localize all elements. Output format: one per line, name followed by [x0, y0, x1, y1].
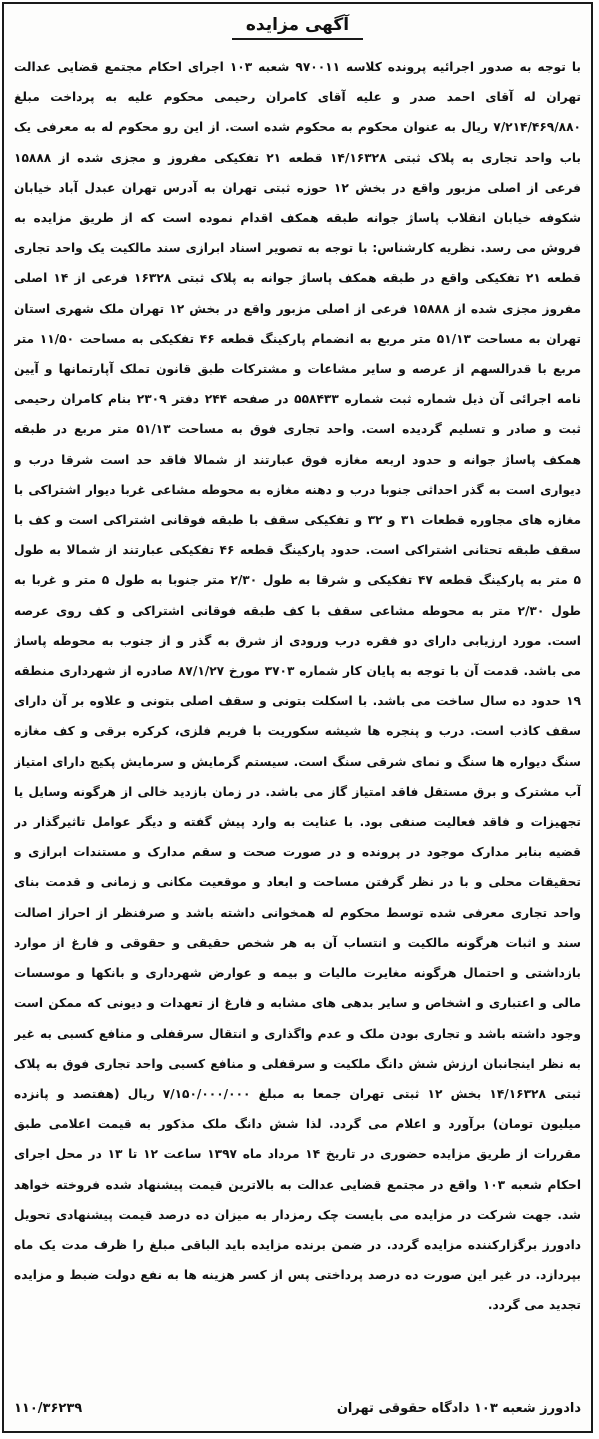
- notice-body: با توجه به صدور اجرائیه پرونده کلاسه ۹۷۰۰۱۱ شعبه ۱۰۳ اجرای احکام مجتمع قضایی عدالت تهران له آقای احمد صدر و علیه آقای کامران رحیمی محکوم علیه به پرداخت مبلغ ۷/۲۱۴/۴۶۹/۸۸۰ ریال به عنوان محکوم به محکوم شده است. از این رو محکوم له به معرفی یک باب واحد تجاری به پلاک ثبتی ۱۴/۱۶۳۲۸ قطعه ۲۱ تفکیکی مفروز و مجزی شده از ۱۵۸۸۸ فرعی از اصلی مزبور واقع در بخش ۱۲ حوزه ثبتی تهران به آدرس تهران عبدل آباد خیابان شکوفه خیابان انقلاب پاساژ جوانه طبقه همکف اقدام نموده است که از طریق مزایده به فروش می رسد. نظریه کارشناس: با توجه به تصویر اسناد ابرازی سند مالکیت یک واحد تجاری قطعه ۲۱ تفکیکی واقع در طبقه همکف پاساژ جوانه به پلاک ثبتی ۱۶۳۲۸ فرعی از ۱۴ اصلی مفروز مجزی شده از ۱۵۸۸۸ فرعی از اصلی مزبور واقع در بخش ۱۲ تهران ملک شهری استان تهران به مساحت ۵۱/۱۳ متر مربع به انضمام پارکینگ قطعه ۴۶ تفکیکی به مساحت ۱۱/۵۰ متر مربع با قدرالسهم از عرصه و سایر مشاعات و مشترکات طبق قانون تملک آپارتمانها و آیین نامه اجرائی آن ذیل شماره ثبت شماره ۵۵۸۴۳۳ در صفحه ۲۴۴ دفتر ۲۳۰۹ بنام کامران رحیمی ثبت و صادر و تسلیم گردیده است. واحد تجاری فوق به مساحت ۵۱/۱۳ متر مربع در طبقه همکف پاساژ جوانه و حدود اربعه مغازه فوق عبارتند از شمالا فاقد حد است شرقا درب و دیواری است به گذر احداثی جنوبا درب و دهنه مغازه به محوطه مشاعی غربا دیوار اشتراکی با مغازه های مجاوره قطعات ۳۱ و ۳۲ و تفکیکی سقف با طبقه فوقانی اشتراکی است و کف با سقف طبقه تحتانی اشتراکی است. حدود پارکینگ قطعه ۴۶ تفکیکی عبارتند از شمالا به طول ۵ متر به پارکینگ قطعه ۴۷ تفکیکی و شرقا به طول ۲/۳۰ متر جنوبا به طول ۵ متر و غربا به طول ۲/۳۰ متر به محوطه مشاعی سقف با کف طبقه فوقانی اشتراکی و کف روی عرصه است. مورد ارزیابی دارای دو فقره درب ورودی از شرق به گذر و از جنوب به محوطه پاساژ می باشد. قدمت آن با توجه به پایان کار شماره ۳۷۰۳ مورخ ۸۷/۱/۲۷ صادره از شهرداری منطقه ۱۹ حدود ده سال ساخت می باشد. با اسکلت بتونی و سقف اصلی بتونی و علاوه بر آن دارای سقف کاذب است. درب و پنجره ها شیشه سکوریت با فریم فلزی، کرکره برقی و کف مغازه سنگ دیواره ها سنگ و نمای شرقی سنگ است. سیستم گرمایش و سرمایش پکیج دارای امتیاز آب مشترک و برق مستقل فاقد امتیاز گاز می باشد. در زمان بازدید خالی از هرگونه وسایل یا تجهیزات و فاقد فعالیت صنفی بود. با عنایت به وارد پیش گفته و دیگر عوامل تاثیرگذار در قضیه بنابر مدارک موجود در پرونده و در صورت صحت و سقم مدارک و مستندات ابرازی و تحقیقات محلی و با در نظر گرفتن مساحت و ابعاد و موقعیت مکانی و زمانی و قدمت بنای واحد تجاری معرفی شده توسط محکوم له همخوانی داشته باشد و صرفنظر از احراز اصالت سند و اثبات هرگونه مالکیت و انتساب آن به هر شخص حقیقی و حقوقی و فارغ از موارد بازداشتی و احتمال هرگونه مغایرت مالیات و بیمه و عوارض شهرداری و بانکها و موسسات مالی و اعتباری و اشخاص و سایر بدهی های مشابه و فارغ از تعهدات و دیونی که ممکن است وجود داشته باشد و تجاری بودن ملک و عدم واگذاری و انتقال سرقفلی و منافع کسبی به غیر به نظر اینجانبان ارزش شش دانگ ملکیت و سرقفلی و منافع کسبی واحد تجاری فوق به پلاک ثبتی ۱۴/۱۶۳۲۸ بخش ۱۲ ثبتی تهران جمعا به مبلغ ۷/۱۵۰/۰۰۰/۰۰۰ ریال (هفتصد و پانزده میلیون تومان) برآورد و اعلام می گردد. لذا شش دانگ ملک مذکور به قیمت اعلامی طبق مقررات از طریق مزایده حضوری در تاریخ ۱۴ مرداد ماه ۱۳۹۷ ساعت ۱۲ تا ۱۳ در محل اجرای احکام شعبه ۱۰۳ واقع در مجتمع قضایی عدالت به بالاترین قیمت پیشنهاد شده فروخته خواهد شد. جهت شرکت در مزایده می بایست چک رمزدار به میزان ده درصد قیمت پیشنهادی تحویل دادورز برگزارکننده مزایده گردد. در ضمن برنده مزایده باید الباقی مبلغ را ظرف مدت یک ماه بپردازد. در غیر این صورت ده درصد پرداختی پس از کسر هزینه ها به نفع دولت ضبط و مزایده تجدید می گردد.: [14, 60, 581, 1313]
- notice-footer: [14, 1395, 581, 1421]
- notice-signature: دادورز شعبه ۱۰۳ دادگاه حقوقی تهران: [336, 1400, 581, 1416]
- notice-title-text: آگهی مزایده: [232, 12, 363, 40]
- notice-code: ۱۱۰/۳۶۲۳۹: [14, 1400, 83, 1416]
- auction-notice: [2, 2, 593, 1433]
- notice-title: [4, 12, 591, 40]
